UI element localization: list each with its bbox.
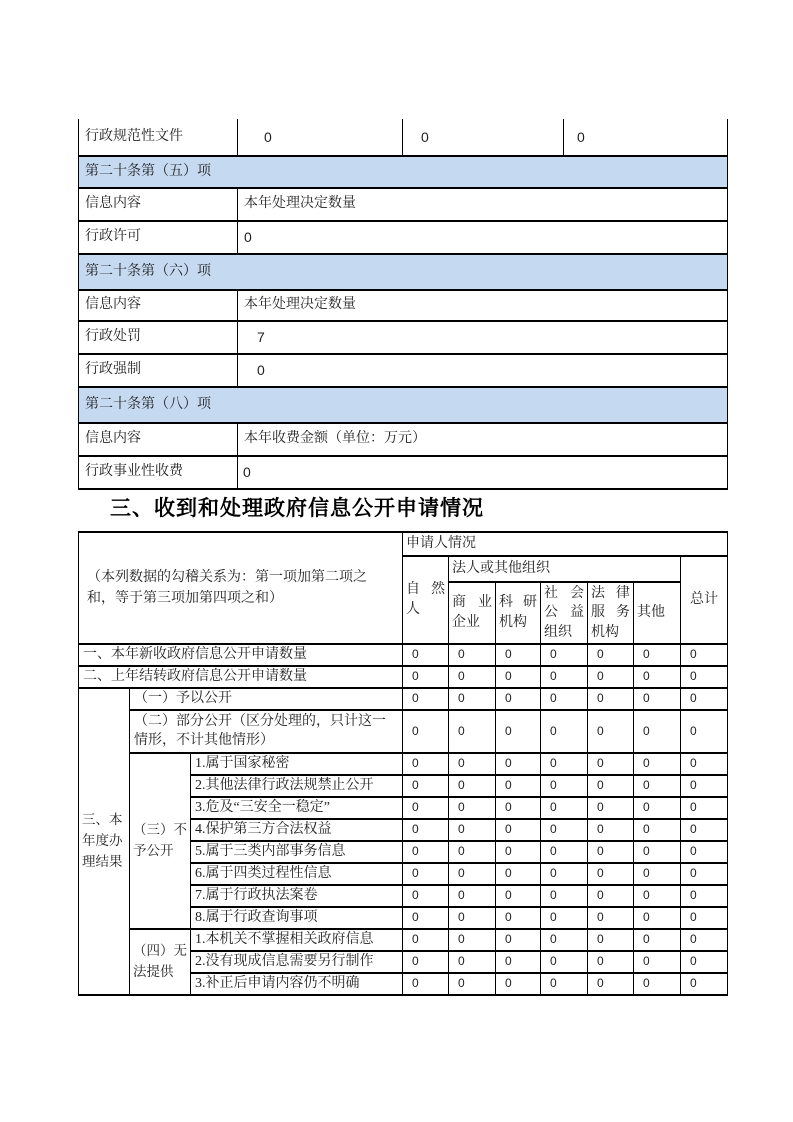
row-label: 5.属于三类内部事务信息 bbox=[191, 841, 403, 863]
row-label: 信息内容 bbox=[79, 290, 238, 321]
table-row bbox=[79, 929, 728, 951]
cell-value: 0 bbox=[496, 841, 541, 863]
cell-value: 0 bbox=[541, 885, 588, 907]
row-label: 1.本机关不掌握相关政府信息 bbox=[191, 929, 403, 951]
table-row bbox=[79, 188, 728, 221]
table-row bbox=[79, 644, 728, 666]
cell-value: 0 bbox=[681, 841, 728, 863]
cell-value: 0 bbox=[496, 973, 541, 995]
cell-value: 0 bbox=[449, 775, 496, 797]
cell-value: 0 bbox=[564, 119, 728, 156]
cell-value: 0 bbox=[403, 119, 564, 156]
cell-value: 0 bbox=[681, 929, 728, 951]
cell-value: 0 bbox=[541, 841, 588, 863]
cell-value: 0 bbox=[403, 644, 449, 666]
cell-value: 0 bbox=[541, 688, 588, 710]
section-heading: 三、收到和处理政府信息公开申请情况 bbox=[110, 497, 484, 520]
cell-value: 0 bbox=[496, 797, 541, 819]
table-row bbox=[79, 254, 728, 290]
cell-value: 0 bbox=[588, 973, 634, 995]
cell-value: 0 bbox=[403, 907, 449, 929]
cell-value: 0 bbox=[403, 819, 449, 841]
column-header-public-welfare: 社会公益组织 bbox=[541, 582, 588, 644]
cell-value: 0 bbox=[449, 644, 496, 666]
cell-value: 0 bbox=[588, 951, 634, 973]
cell-value: 7 bbox=[238, 321, 728, 354]
cell-value: 0 bbox=[541, 863, 588, 885]
table-row bbox=[79, 423, 728, 456]
cell-value: 0 bbox=[238, 456, 728, 489]
cell-value: 0 bbox=[588, 819, 634, 841]
cell-value: 0 bbox=[403, 797, 449, 819]
row-label: 行政强制 bbox=[79, 354, 238, 387]
cell-value: 0 bbox=[634, 666, 681, 688]
row-label: 4.保护第三方合法权益 bbox=[191, 819, 403, 841]
cell-value: 0 bbox=[634, 644, 681, 666]
row-label: 3.危及“三安全一稳定” bbox=[191, 797, 403, 819]
cell-value: 0 bbox=[449, 688, 496, 710]
cell-value: 0 bbox=[634, 907, 681, 929]
column-header-research: 科研机构 bbox=[496, 582, 541, 644]
cell-value: 0 bbox=[496, 753, 541, 775]
table-row bbox=[79, 710, 728, 753]
row-label: 行政处罚 bbox=[79, 321, 238, 354]
cell-value: 0 bbox=[634, 753, 681, 775]
row-label: （二）部分公开（区分处理的，只计这一情形，不计其他情形） bbox=[130, 710, 403, 753]
cell-value: 0 bbox=[681, 644, 728, 666]
cell-value: 0 bbox=[403, 863, 449, 885]
row-label: 一、本年新收政府信息公开申请数量 bbox=[79, 644, 403, 666]
group-label-year-result: 三、本年度办理结果 bbox=[79, 688, 130, 995]
column-header-applicant: 申请人情况 bbox=[403, 532, 728, 556]
cell-value: 0 bbox=[449, 841, 496, 863]
cell-value: 0 bbox=[681, 973, 728, 995]
cell-value: 0 bbox=[449, 819, 496, 841]
row-label: 8.属于行政查询事项 bbox=[191, 907, 403, 929]
cell-value: 0 bbox=[496, 644, 541, 666]
cell-value: 0 bbox=[588, 797, 634, 819]
column-header-business: 商业企业 bbox=[449, 582, 496, 644]
row-label: 信息内容 bbox=[79, 423, 238, 456]
cell-value: 0 bbox=[681, 688, 728, 710]
cell-value: 0 bbox=[681, 951, 728, 973]
cell-value: 0 bbox=[496, 775, 541, 797]
cell-value: 0 bbox=[449, 907, 496, 929]
table-row bbox=[79, 354, 728, 387]
cell-value: 0 bbox=[541, 797, 588, 819]
column-header-total: 总计 bbox=[681, 556, 728, 644]
cell-value: 0 bbox=[634, 797, 681, 819]
group-label-refuse: （三）不予公开 bbox=[130, 753, 191, 929]
table-row bbox=[79, 387, 728, 423]
cell-value: 0 bbox=[634, 863, 681, 885]
table-row bbox=[79, 290, 728, 321]
row-label: （一）予以公开 bbox=[130, 688, 403, 710]
cell-value: 0 bbox=[449, 710, 496, 753]
cell-value: 0 bbox=[681, 863, 728, 885]
cell-value: 0 bbox=[541, 644, 588, 666]
cell-value: 0 bbox=[403, 666, 449, 688]
row-label: 信息内容 bbox=[79, 188, 238, 221]
row-label: 行政许可 bbox=[79, 221, 238, 254]
cell-value: 0 bbox=[238, 354, 728, 387]
cell-value: 0 bbox=[449, 973, 496, 995]
cell-value: 0 bbox=[403, 775, 449, 797]
cell-value: 0 bbox=[634, 688, 681, 710]
cell-value: 0 bbox=[496, 885, 541, 907]
cell-value: 0 bbox=[496, 819, 541, 841]
row-label: 二、上年结转政府信息公开申请数量 bbox=[79, 666, 403, 688]
cell-value: 0 bbox=[403, 973, 449, 995]
band-header: 第二十条第（八）项 bbox=[79, 387, 728, 423]
row-label: 行政事业性收费 bbox=[79, 456, 238, 489]
cell-value: 0 bbox=[681, 885, 728, 907]
cell-value: 0 bbox=[588, 885, 634, 907]
row-label: 1.属于国家秘密 bbox=[191, 753, 403, 775]
cell-value: 本年收费金额（单位：万元） bbox=[238, 423, 728, 456]
cell-value: 0 bbox=[403, 951, 449, 973]
cell-value: 0 bbox=[403, 885, 449, 907]
cell-value: 0 bbox=[541, 973, 588, 995]
cell-value: 0 bbox=[588, 666, 634, 688]
cell-value: 0 bbox=[634, 710, 681, 753]
table-row bbox=[79, 119, 728, 156]
cell-value: 0 bbox=[541, 775, 588, 797]
cell-value: 0 bbox=[588, 841, 634, 863]
cell-value: 0 bbox=[449, 753, 496, 775]
column-header-legal-service: 法律服务机构 bbox=[588, 582, 634, 644]
cell-value: 0 bbox=[681, 753, 728, 775]
cell-value: 0 bbox=[588, 775, 634, 797]
cell-value: 0 bbox=[403, 710, 449, 753]
cell-value: 0 bbox=[449, 863, 496, 885]
cell-value: 0 bbox=[681, 710, 728, 753]
cell-value: 0 bbox=[403, 929, 449, 951]
cell-value: 0 bbox=[588, 688, 634, 710]
cell-value: 0 bbox=[588, 907, 634, 929]
cell-value: 0 bbox=[541, 907, 588, 929]
cell-value: 0 bbox=[496, 688, 541, 710]
cell-value: 0 bbox=[496, 951, 541, 973]
table-row bbox=[79, 221, 728, 254]
cell-value: 0 bbox=[681, 819, 728, 841]
table-row bbox=[79, 532, 728, 556]
cell-value: 0 bbox=[634, 973, 681, 995]
cell-value: 0 bbox=[449, 666, 496, 688]
cell-value: 0 bbox=[588, 929, 634, 951]
cell-value: 0 bbox=[681, 775, 728, 797]
table-row bbox=[79, 688, 728, 710]
cell-value: 0 bbox=[681, 907, 728, 929]
cell-value: 0 bbox=[634, 819, 681, 841]
cell-value: 0 bbox=[238, 221, 728, 254]
cell-value: 0 bbox=[496, 907, 541, 929]
row-label: 7.属于行政执法案卷 bbox=[191, 885, 403, 907]
column-header-legal-org: 法人或其他组织 bbox=[449, 556, 681, 582]
cell-value: 本年处理决定数量 bbox=[238, 188, 728, 221]
cell-value: 0 bbox=[403, 753, 449, 775]
cell-value: 0 bbox=[449, 929, 496, 951]
cell-value: 0 bbox=[588, 644, 634, 666]
cell-value: 0 bbox=[634, 841, 681, 863]
cell-value: 0 bbox=[496, 710, 541, 753]
row-label: 6.属于四类过程性信息 bbox=[191, 863, 403, 885]
cell-value: 0 bbox=[403, 688, 449, 710]
cell-value: 0 bbox=[588, 863, 634, 885]
cell-value: 0 bbox=[634, 929, 681, 951]
band-header: 第二十条第（五）项 bbox=[79, 156, 728, 188]
row-label: 2.没有现成信息需要另行制作 bbox=[191, 951, 403, 973]
cell-value: 0 bbox=[496, 929, 541, 951]
table-row bbox=[79, 666, 728, 688]
group-label-unable: （四）无法提供 bbox=[130, 929, 191, 995]
column-header-natural-person: 自然人 bbox=[403, 556, 449, 644]
cell-value: 0 bbox=[541, 819, 588, 841]
cell-value: 0 bbox=[681, 797, 728, 819]
cell-value: 0 bbox=[449, 885, 496, 907]
cell-value: 0 bbox=[634, 951, 681, 973]
cell-value: 0 bbox=[496, 666, 541, 688]
cell-value: 0 bbox=[541, 951, 588, 973]
cell-value: 0 bbox=[541, 710, 588, 753]
cell-value: 0 bbox=[403, 841, 449, 863]
requests-table bbox=[78, 531, 728, 996]
cell-value: 本年处理决定数量 bbox=[238, 290, 728, 321]
table-row bbox=[79, 321, 728, 354]
table-row bbox=[79, 456, 728, 489]
cell-value: 0 bbox=[496, 863, 541, 885]
table-row bbox=[79, 156, 728, 188]
cell-value: 0 bbox=[541, 753, 588, 775]
cell-value: 0 bbox=[634, 885, 681, 907]
row-label: 3.补正后申请内容仍不明确 bbox=[191, 973, 403, 995]
article20-items-table bbox=[78, 119, 728, 490]
row-label: 行政规范性文件 bbox=[79, 119, 238, 156]
table-row bbox=[79, 753, 728, 775]
cell-value: 0 bbox=[541, 666, 588, 688]
reconciliation-note: （本列数据的勾稽关系为：第一项加第二项之和，等于第三项加第四项之和） bbox=[79, 532, 403, 644]
cell-value: 0 bbox=[681, 666, 728, 688]
cell-value: 0 bbox=[588, 753, 634, 775]
column-header-other: 其他 bbox=[634, 582, 681, 644]
cell-value: 0 bbox=[634, 775, 681, 797]
band-header: 第二十条第（六）项 bbox=[79, 254, 728, 290]
cell-value: 0 bbox=[238, 119, 403, 156]
row-label: 2.其他法律行政法规禁止公开 bbox=[191, 775, 403, 797]
cell-value: 0 bbox=[449, 951, 496, 973]
cell-value: 0 bbox=[588, 710, 634, 753]
cell-value: 0 bbox=[449, 797, 496, 819]
cell-value: 0 bbox=[541, 929, 588, 951]
